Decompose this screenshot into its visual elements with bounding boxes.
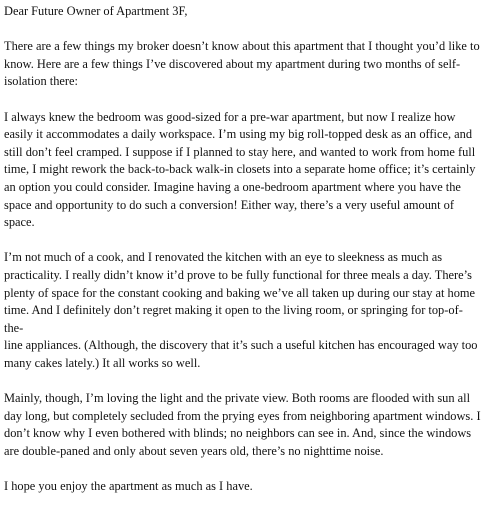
paragraph-kitchen: I’m not much of a cook, and I renovated the kitchen with an eye to sleekness as much as practicality. I really didn’t know it’d prove to be fully functional for three meals a day. There’s plenty of space for the constant cooking and baking we’ve all taken up during our stay at home time. And I definitely don’t regret making it open to the living room, or springing for top-of-the- line appliances. (Although, the discovery that it’s such a useful kitchen has encouraged way too many cakes lately.) It all works so well.	[4, 250, 478, 370]
paragraph-intro: There are a few things my broker doesn’t know about this apartment that I thought you’d like to know. Here are a few things I’ve discovered about my apartment during two months of self- isolation there:	[4, 39, 480, 89]
paragraph-light-view: Mainly, though, I’m loving the light and the private view. Both rooms are flooded with sun all day long, but completely secluded from the prying eyes from neighboring apartment windows. I don’t know why I even bothered with blinds; no neighbors can see in. And, since the windows are double-paned and only about seven years old, there’s no nighttime noise.	[4, 391, 481, 458]
paragraph-bedroom: I always knew the bedroom was good-sized for a pre-war apartment, but now I realize how easily it accommodates a daily workspace. I’m using my big roll-topped desk as an office, and still don’t feel cramped. I suppose if I planned to stay here, and wanted to work from home full time, I might rework the back-to-back walk-in closets into a separate home office; it’s certainly an option you could consider. Imagine having a one-bedroom apartment where you have the space and opportunity to do such a conversion! Either way, there’s a very useful amount of space.	[4, 109, 476, 230]
paragraph-closing: I hope you enjoy the apartment as much as I have.	[4, 479, 253, 494]
letter-greeting: Dear Future Owner of Apartment 3F,	[4, 4, 188, 18]
